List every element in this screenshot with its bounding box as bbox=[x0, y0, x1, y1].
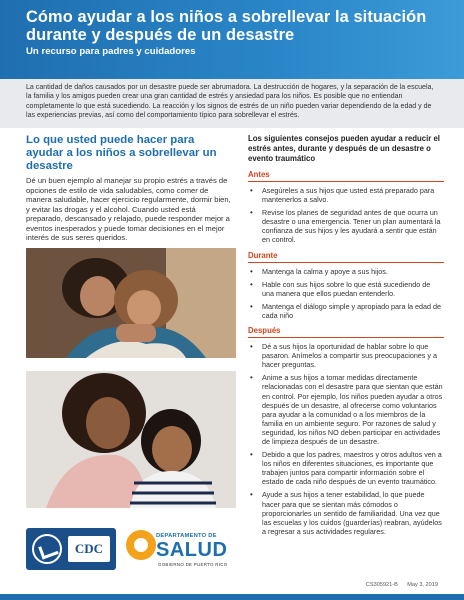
cdc-logo-text: CDC bbox=[68, 536, 110, 562]
section-divider bbox=[248, 181, 444, 182]
left-paragraph: Dé un buen ejemplo al manejar su propio estrés a través de opciones de estilo de vida saludables, como comer de manera saludable, hacer ejercicio regularmente, dormir bien, y evitar las drogas y el alcohol. Cuando usted está preparado, descansado y relajado, puede responder mejor a eventos inesperados y puede tomar decisiones en el mejor interés de sus seres queridos. bbox=[26, 176, 231, 243]
left-column bbox=[26, 134, 232, 243]
list-item: • Debido a que los padres, maestros y otros adultos ven a los niños en diferentes situaciones, es importante que trabajen juntos para compartir información sobre el estado de cada niño después de un evento traumático. bbox=[248, 450, 444, 486]
list-item: • Mantenga el diálogo simple y apropiado para la edad de cada niño bbox=[248, 302, 444, 320]
logos-row bbox=[26, 524, 236, 576]
list-item: • Mantenga la calma y apoye a sus hijos. bbox=[248, 267, 444, 276]
list-item: • Hable con sus hijos sobre lo que está sucediendo de una manera que ellos puedan entenderlo. bbox=[248, 280, 444, 298]
salud-government-text: GOBIERNO DE PUERTO RICO bbox=[158, 562, 228, 567]
section-divider bbox=[248, 262, 444, 263]
hhs-eagle-icon bbox=[32, 534, 62, 564]
photo-family-illustration bbox=[26, 371, 236, 508]
salud-word: SALUD bbox=[156, 539, 228, 561]
page-footer bbox=[0, 577, 464, 600]
list-durante bbox=[248, 267, 444, 320]
list-item: • Revise los planes de seguridad antes de que ocurra un desastre o una emergencia. Tener un plan aumentará la confianza de sus hijos y les ayudará a sentir que están en control. bbox=[248, 208, 444, 244]
photo-mother-with-daughter bbox=[26, 371, 236, 508]
page-header bbox=[0, 0, 464, 79]
photo-hug-illustration bbox=[26, 248, 236, 358]
left-heading: Lo que usted puede hacer para ayudar a los niños a sobrellevar un desastre bbox=[26, 134, 217, 172]
salud-sun-icon bbox=[126, 530, 156, 560]
list-item: • Dé a sus hijos la oportunidad de hablar sobre lo que pasaron. Anímelos a compartir sus preocupaciones y a hacer preguntas. bbox=[248, 342, 444, 369]
section-divider bbox=[248, 337, 444, 338]
section-title-durante: Durante bbox=[248, 250, 278, 260]
section-title-despues: Después bbox=[248, 326, 281, 336]
footer-bar bbox=[0, 594, 464, 600]
document-date: May 3, 2019 bbox=[407, 582, 438, 588]
list-item: • Ayude a sus hijos a tener estabilidad, lo que puede hacer para que se sientan más cómodos o proporcionarles un sentido de familiaridad. Una vez que las escuelas y los cuidos (guarderías) reabran, ayúdelos a regresar a sus actividades regulares. bbox=[248, 490, 444, 535]
footer-code bbox=[366, 582, 438, 588]
photo-mother-hugging-child bbox=[26, 248, 236, 358]
list-item: • Asegúreles a sus hijos que usted está preparado para mantenerlos a salvo. bbox=[248, 186, 444, 204]
hhs-cdc-logo bbox=[26, 528, 116, 570]
intro-box: La cantidad de daños causados por un desastre puede ser abrumadora. La destrucción de hogares, y la separación de la escuela, la familia y los amigos pueden crear una gran cantidad de estrés y ansiedad para los niños. Es posible que no entiendan completamente lo que está sucediendo. La reacción y los signos de estrés de un niño pueden variar dependiendo de la edad y de las experiencias previas, así como del comportamiento típico para sobrellevar el estrés. bbox=[0, 79, 464, 128]
page-subtitle: Un recurso para padres y cuidadores bbox=[26, 46, 196, 57]
list-despues bbox=[248, 342, 444, 536]
right-column bbox=[248, 134, 444, 536]
document-code: CS305921-B bbox=[365, 582, 398, 588]
list-antes bbox=[248, 186, 444, 245]
section-title-antes: Antes bbox=[248, 170, 270, 179]
salud-logo bbox=[126, 528, 236, 572]
list-item: • Anime a sus hijos a tomar medidas directamente relacionadas con el desastre para que sientan que están en control. Por ejemplo, los niños pueden ayudar a otros después de un desastre, al ofrecerse como voluntarios para ayudar a la comunidad o a los miembros de la familia en un ambiente seguro. Por razones de salud y seguridad, los niños NO deben participar en actividades de limpieza después de un desastre. bbox=[248, 373, 444, 446]
tips-lead: Los siguientes consejos pueden ayudar a reducir el estrés antes, durante y después de un desastre o evento traumático bbox=[248, 134, 440, 163]
salud-department-text: DEPARTAMENTO DE bbox=[156, 533, 217, 539]
page-title: Cómo ayudar a los niños a sobrellevar la situación durante y después de un desastre bbox=[26, 8, 427, 44]
